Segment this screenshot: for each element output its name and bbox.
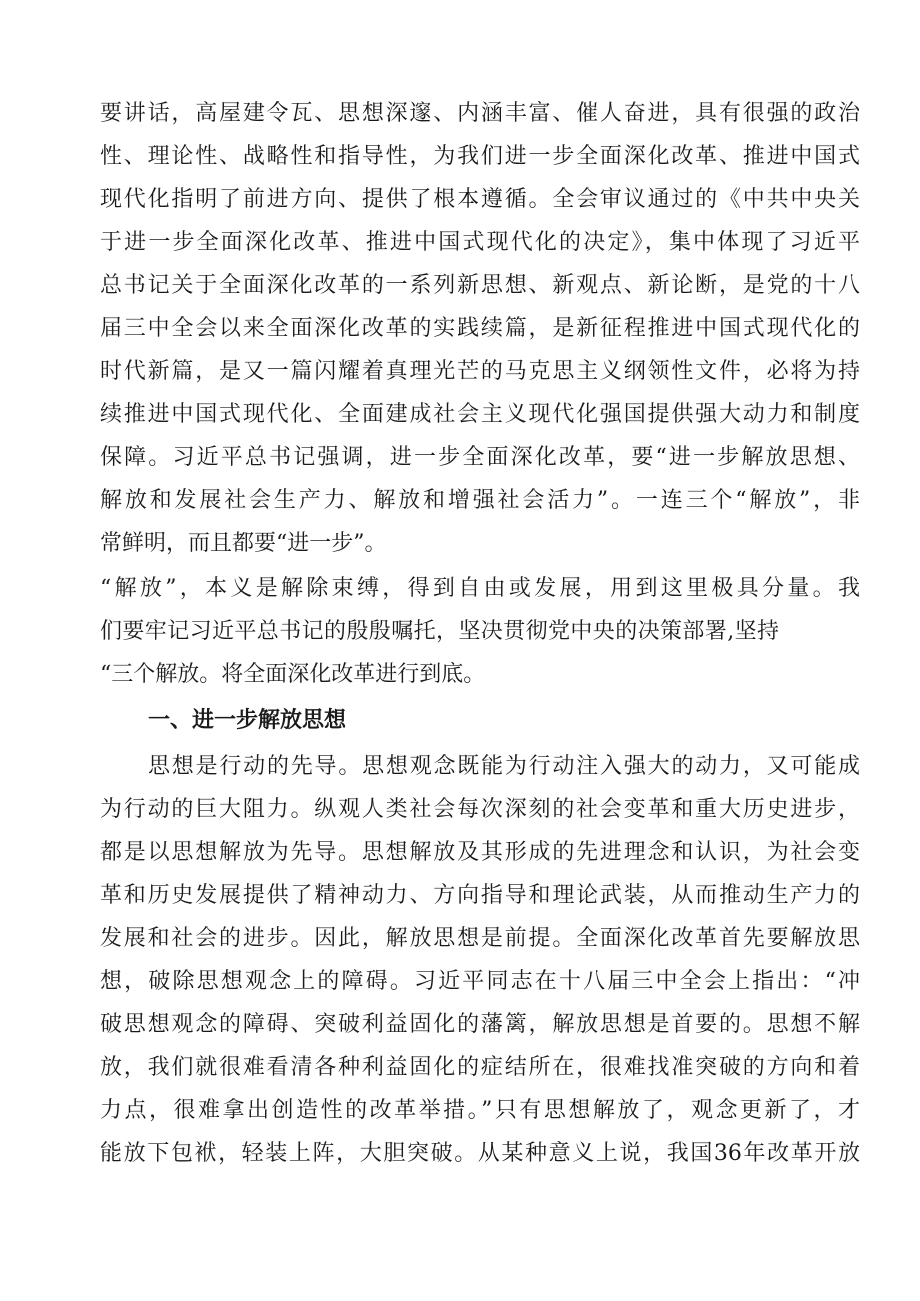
paragraph-1-line: 现代化指明了前进方向、提供了根本遵循。全会审议通过的《中共中央关 — [100, 187, 860, 212]
paragraph-1-line: 届三中全会以来全面深化改革的实践续篇，是新征程推进中国式现代化的 — [100, 316, 860, 341]
paragraph-3-line: 力点，很难拿出创造性的改革举措。”只有思想解放了，观念更新了，才 — [100, 1098, 860, 1123]
paragraph-3-line: 发展和社会的进步。因此，解放思想是前提。全面深化改革首先要解放思 — [100, 926, 860, 951]
paragraph-1-line: 总书记关于全面深化改革的一系列新思想、新观点、新论断，是党的十八 — [100, 273, 860, 298]
paragraph-2-line: “解放”，本义是解除束缚，得到自由或发展，用到这里极具分量。我 — [100, 576, 860, 601]
paragraph-1-line: 常鲜明，而且都要“进一步”。 — [100, 531, 387, 556]
paragraph-3-line: 想，破除思想观念上的障碍。习近平同志在十八届三中全会上指出：“冲 — [100, 969, 860, 994]
paragraph-3-line: 能放下包袱，轻装上阵，大胆突破。从某种意义上说，我国36年改革开放 — [100, 1141, 860, 1166]
paragraph-1-line: 于进一步全面深化改革、推进中国式现代化的决定》，集中体现了习近平 — [100, 230, 860, 255]
paragraph-2-line: 们要牢记习近平总书记的殷殷嘱托，坚决贯彻党中央的决策部署,坚持 — [100, 619, 780, 644]
paragraph-1-line: 要讲话，高屋建令瓦、思想深邃、内涵丰富、催人奋进，具有很强的政治 — [100, 101, 860, 126]
paragraph-3-line: 革和历史发展提供了精神动力、方向指导和理论武装，从而推动生产力的 — [100, 883, 860, 908]
paragraph-3-line: 为行动的巨大阻力。纵观人类社会每次深刻的社会变革和重大历史进步， — [100, 797, 860, 822]
paragraph-1-line: 解放和发展社会生产力、解放和增强社会活力”。一连三个“解放”，非 — [100, 488, 860, 513]
paragraph-3-line: 思想是行动的先导。思想观念既能为行动注入强大的动力，又可能成 — [148, 754, 860, 779]
paragraph-3-line: 都是以思想解放为先导。思想解放及其形成的先进理念和认识，为社会变 — [100, 840, 860, 865]
paragraph-1-line: 续推进中国式现代化、全面建成社会主义现代化强国提供强大动力和制度 — [100, 402, 860, 427]
paragraph-2-line: “三个解放。将全面深化改革进行到底。 — [100, 662, 486, 687]
paragraph-3-line: 放，我们就很难看清各种利益固化的症结所在，很难找准突破的方向和着 — [100, 1055, 860, 1080]
paragraph-3-line: 破思想观念的障碍、突破利益固化的藩篱，解放思想是首要的。思想不解 — [100, 1012, 860, 1037]
section-heading: 一、进一步解放思想 — [148, 708, 347, 733]
paragraph-1-line: 性、理论性、战略性和指导性，为我们进一步全面深化改革、推进中国式 — [100, 144, 860, 169]
paragraph-1-line: 保障。习近平总书记强调，进一步全面深化改革，要“进一步解放思想、 — [100, 445, 860, 470]
paragraph-1-line: 时代新篇，是又一篇闪耀着真理光芒的马克思主义纲领性文件，必将为持 — [100, 359, 860, 384]
